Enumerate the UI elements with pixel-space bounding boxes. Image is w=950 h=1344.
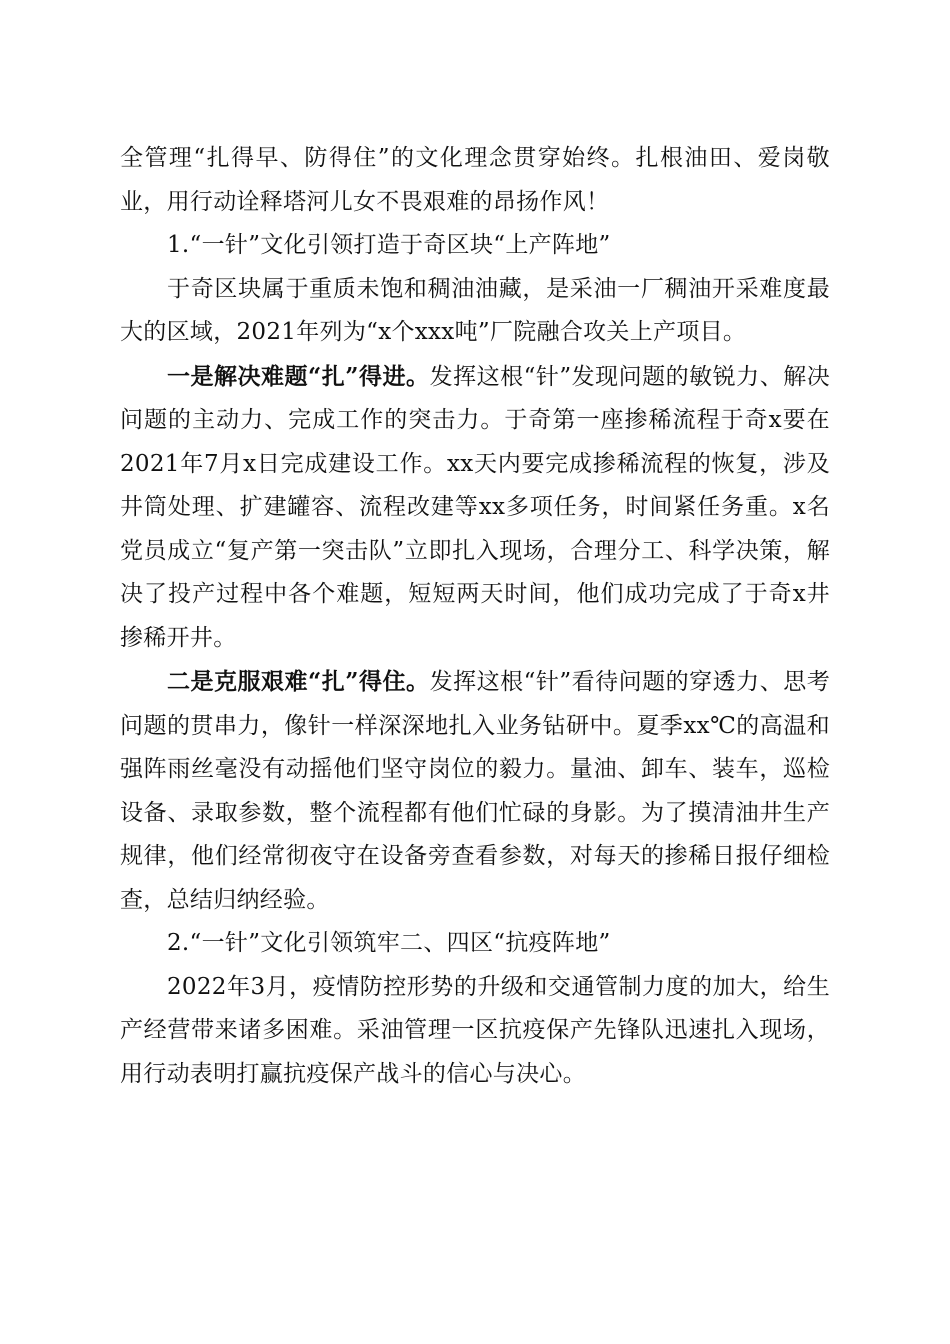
section-heading-2: 2.“一针”文化引领筑牢二、四区“抗疫阵地” <box>167 930 611 956</box>
document-body <box>120 137 830 1096</box>
section-heading-1: 1.“一针”文化引领打造于奇区块“上产阵地” <box>167 232 611 258</box>
paragraph-continuation: 全管理“扎得早、防得住”的文化理念贯穿始终。扎根油田、爱岗敬业，用行动诠释塔河儿女不畏艰难的昂扬作风！ <box>120 145 830 215</box>
paragraph-yuqi-block: 于奇区块属于重质未饱和稠油油藏，是采油一厂稠油开采难度最大的区域，2021年列为“x个xxx吨”厂院融合攻关上产项目。 <box>120 275 830 345</box>
point-two-lead: 二是克服艰难“扎”得住。 <box>167 668 430 695</box>
point-two-text: 发挥这根“针”看待问题的穿透力、思考问题的贯串力，像针一样深深地扎入业务钻研中。夏季xx℃的高温和强阵雨丝毫没有动摇他们坚守岗位的毅力。量油、卸车、装车，巡检设备、录取参数，整个流程都有他们忙碌的身影。为了摸清油井生产规律，他们经常彻夜守在设备旁查看参数，对每天的掺稀日报仔细检查，总结归纳经验。 <box>120 669 831 913</box>
paragraph-point-two <box>120 660 830 922</box>
point-one-lead: 一是解决难题“扎”得进。 <box>167 362 430 390</box>
paragraph-point-one <box>120 355 830 661</box>
paragraph-epidemic: 2022年3月，疫情防控形势的升级和交通管制力度的加大，给生产经营带来诸多困难。采油管理一区抗疫保产先锋队迅速扎入现场，用行动表明打赢抗疫保产战斗的信心与决心。 <box>120 973 830 1087</box>
point-one-text: 发挥这根“针”发现问题的敏锐力、解决问题的主动力、完成工作的突击力。于奇第一座掺稀流程于奇x要在2021年7月x日完成建设工作。xx天内要完成掺稀流程的恢复，涉及井筒处理、扩建罐容、流程改建等xx多项任务，时间紧任务重。x名党员成立“复产第一突击队”立即扎入现场，合理分工、科学决策，解决了投产过程中各个难题，短短两天时间，他们成功完成了于奇x井掺稀开井。 <box>120 363 831 651</box>
